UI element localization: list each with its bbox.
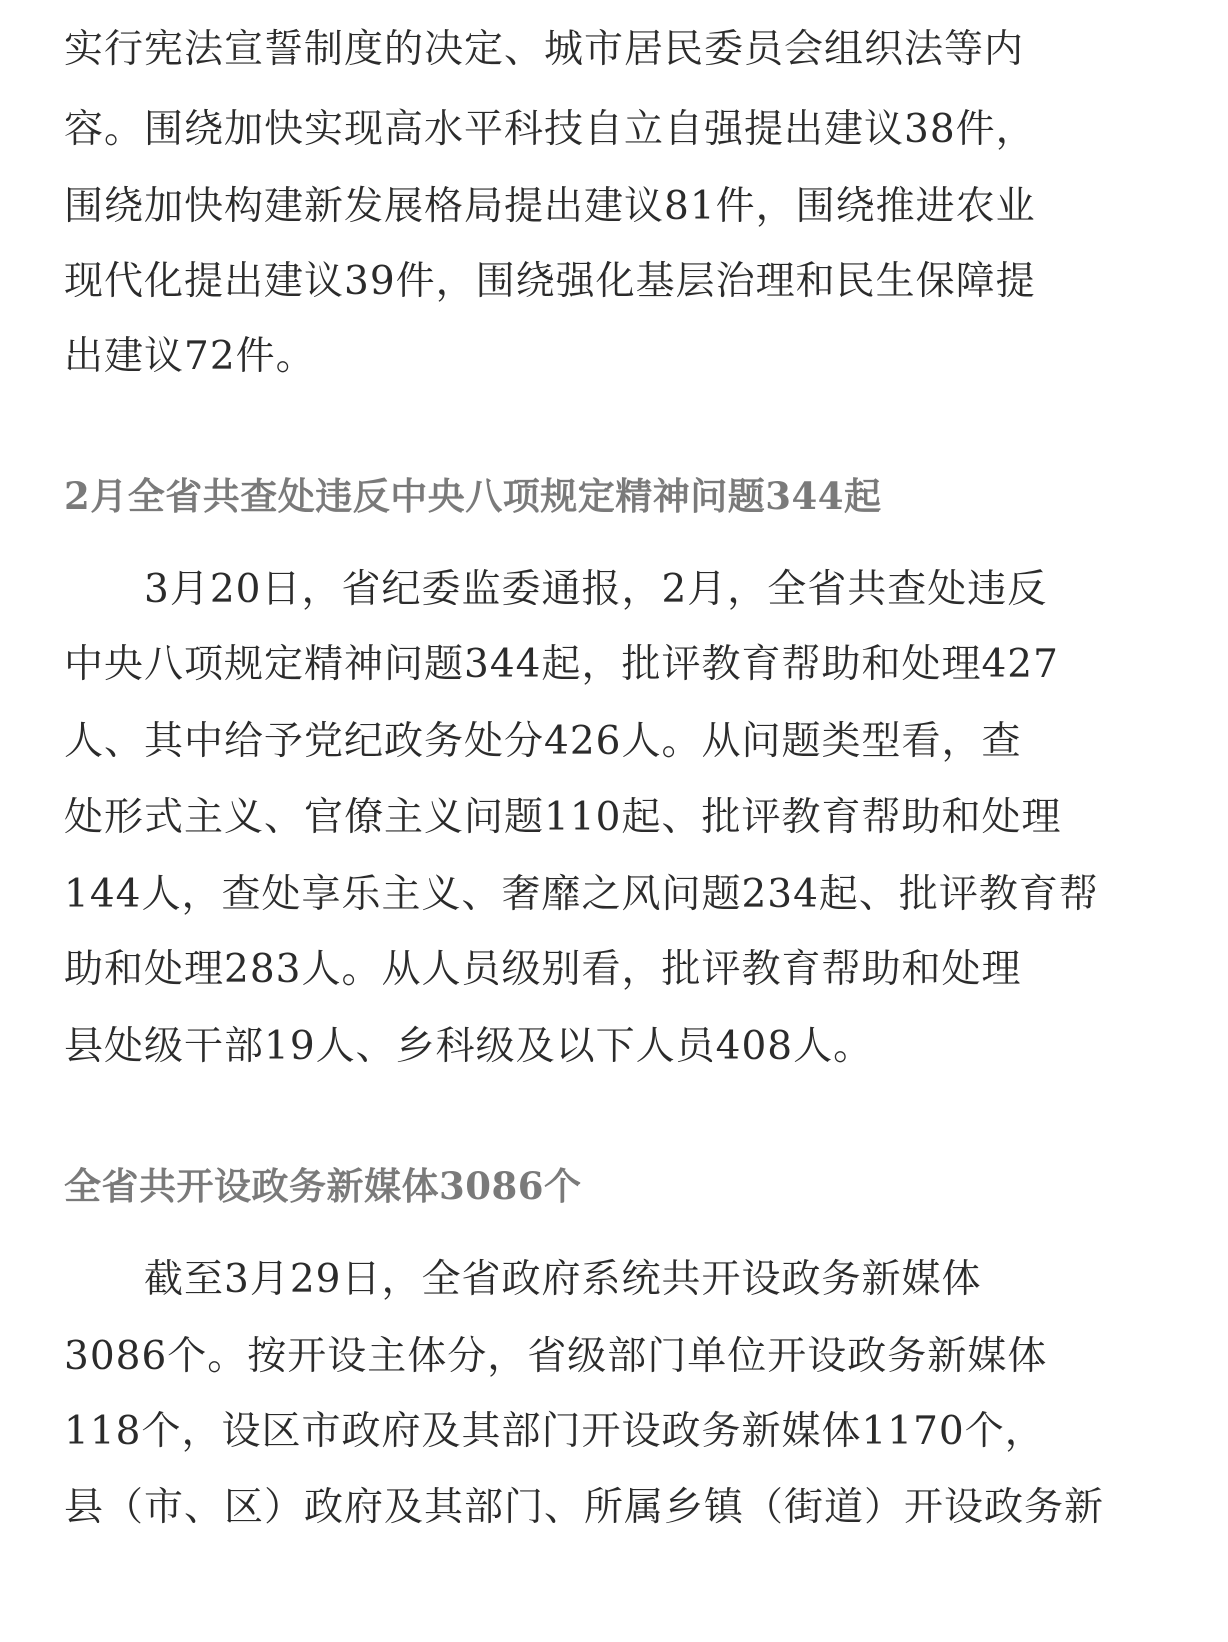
paragraph-line: 144人，查处享乐主义、奢靡之风问题234起、批评教育帮	[64, 872, 1099, 917]
paragraph-line: 人、其中给予党纪政务处分426人。从问题类型看，查	[64, 719, 1022, 764]
paragraph-line: 截至3月29日，全省政府系统共开设政务新媒体	[144, 1257, 982, 1302]
paragraph-line: 现代化提出建议39件，围绕强化基层治理和民生保障提	[64, 259, 1036, 304]
paragraph-line: 中央八项规定精神问题344起，批评教育帮助和处理427	[64, 642, 1059, 687]
paragraph-line: 围绕加快构建新发展格局提出建议81件，围绕推进农业	[64, 184, 1036, 229]
section-heading-discipline: 2月全省共查处违反中央八项规定精神问题344起	[64, 474, 882, 518]
paragraph-line: 助和处理283人。从人员级别看，批评教育帮助和处理	[64, 947, 1022, 992]
paragraph-line: 县处级干部19人、乡科级及以下人员408人。	[64, 1024, 874, 1069]
paragraph-line: 容。围绕加快实现高水平科技自立自强提出建议38件，	[64, 107, 1036, 152]
paragraph-line: 3086个。按开设主体分，省级部门单位开设政务新媒体	[64, 1334, 1048, 1379]
paragraph-line: 出建议72件。	[64, 334, 316, 379]
paragraph-line: 3月20日，省纪委监委通报，2月，全省共查处违反	[144, 567, 1048, 612]
paragraph-line: 县（市、区）政府及其部门、所属乡镇（街道）开设政务新	[64, 1485, 1105, 1530]
paragraph-line: 实行宪法宣誓制度的决定、城市居民委员会组织法等内	[64, 27, 1025, 72]
paragraph-line: 118个，设区市政府及其部门开设政务新媒体1170个，	[64, 1409, 1045, 1454]
section-heading-media: 全省共开设政务新媒体3086个	[64, 1164, 582, 1208]
paragraph-line: 处形式主义、官僚主义问题110起、批评教育帮助和处理	[64, 795, 1062, 840]
